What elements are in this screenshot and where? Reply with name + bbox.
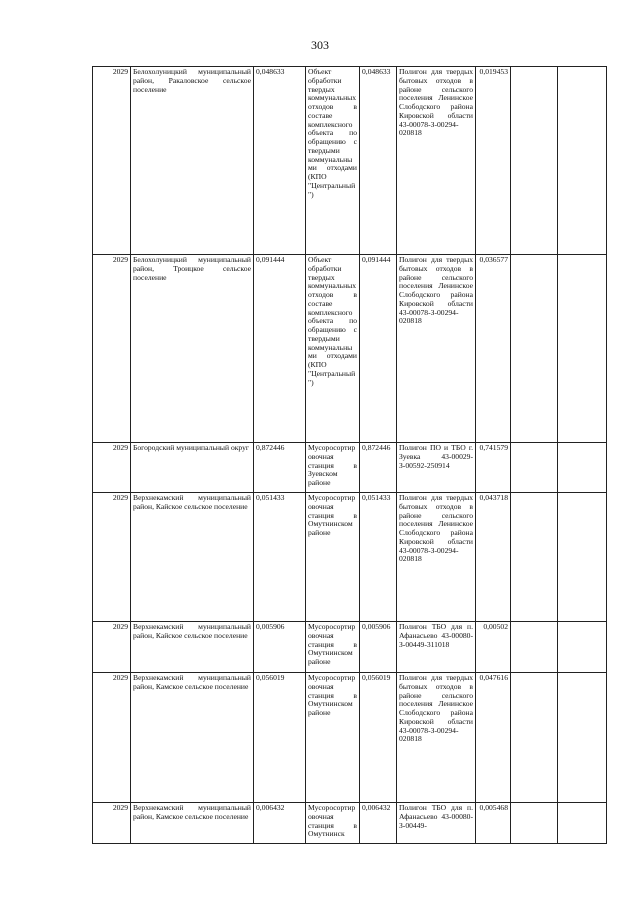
destination-cell: Полигон ПО и ТБО г. Зуевка 43-00029-З-00592-250914 bbox=[397, 443, 476, 493]
year-cell: 2029 bbox=[93, 622, 131, 673]
empty-cell bbox=[511, 255, 558, 443]
processed-mass-cell: 0,872446 bbox=[360, 443, 397, 493]
mass-cell: 0,872446 bbox=[254, 443, 306, 493]
facility-cell: Мусоросортировочная станция в Омутнинском районе bbox=[306, 622, 360, 673]
page-number: 303 bbox=[311, 38, 329, 52]
destination-cell: Полигон для твердых бытовых отходов в районе сельского поселения Ленинское Слободского района Кировской области 43-00078-З-00294-020818 bbox=[397, 255, 476, 443]
empty-cell bbox=[558, 67, 607, 255]
facility-cell: Мусоросортировочная станция в Омутнинском районе bbox=[306, 493, 360, 622]
empty-cell bbox=[511, 493, 558, 622]
processed-mass-cell: 0,056019 bbox=[360, 673, 397, 803]
facility-cell: Объект обработки твердых коммунальных отходов в составе комплексного объекта по обращению с твердыми коммунальными отходами (КПО "Центральный") bbox=[306, 67, 360, 255]
empty-cell bbox=[558, 673, 607, 803]
disposed-mass-cell: 0,741579 bbox=[476, 443, 511, 493]
empty-cell bbox=[511, 673, 558, 803]
empty-cell bbox=[558, 803, 607, 844]
table-row bbox=[93, 443, 607, 493]
municipality-cell: Верхнекамский муниципальный район, Кайское сельское поселение bbox=[131, 493, 254, 622]
disposed-mass-cell: 0,047616 bbox=[476, 673, 511, 803]
municipality-cell: Белохолуницкий муниципальный район, Троицкое сельское поселение bbox=[131, 255, 254, 443]
destination-cell: Полигон ТБО для п. Афанасьево 43-00080-З-00449-311018 bbox=[397, 622, 476, 673]
processed-mass-cell: 0,048633 bbox=[360, 67, 397, 255]
disposed-mass-cell: 0,005468 bbox=[476, 803, 511, 844]
disposed-mass-cell: 0,043718 bbox=[476, 493, 511, 622]
year-cell: 2029 bbox=[93, 67, 131, 255]
destination-cell: Полигон ТБО для п. Афанасьево 43-00080-З-00449- bbox=[397, 803, 476, 844]
table-row bbox=[93, 493, 607, 622]
municipality-cell: Богородский муниципальный округ bbox=[131, 443, 254, 493]
processed-mass-cell: 0,091444 bbox=[360, 255, 397, 443]
facility-cell: Объект обработки твердых коммунальных отходов в составе комплексного объекта по обращению с твердыми коммунальными отходами (КПО "Центральный") bbox=[306, 255, 360, 443]
waste-flow-table bbox=[92, 66, 607, 844]
mass-cell: 0,056019 bbox=[254, 673, 306, 803]
processed-mass-cell: 0,006432 bbox=[360, 803, 397, 844]
empty-cell bbox=[558, 443, 607, 493]
disposed-mass-cell: 0,00502 bbox=[476, 622, 511, 673]
municipality-cell: Верхнекамский муниципальный район, Камское сельское поселение bbox=[131, 673, 254, 803]
year-cell: 2029 bbox=[93, 493, 131, 622]
mass-cell: 0,005906 bbox=[254, 622, 306, 673]
processed-mass-cell: 0,051433 bbox=[360, 493, 397, 622]
mass-cell: 0,051433 bbox=[254, 493, 306, 622]
table-row bbox=[93, 673, 607, 803]
municipality-cell: Верхнекамский муниципальный район, Камское сельское поселение bbox=[131, 803, 254, 844]
disposed-mass-cell: 0,036577 bbox=[476, 255, 511, 443]
mass-cell: 0,091444 bbox=[254, 255, 306, 443]
table-row bbox=[93, 255, 607, 443]
facility-cell: Мусоросортировочная станция в Омутнинск bbox=[306, 803, 360, 844]
mass-cell: 0,048633 bbox=[254, 67, 306, 255]
year-cell: 2029 bbox=[93, 673, 131, 803]
facility-cell: Мусоросортировочная станция в Зуевском районе bbox=[306, 443, 360, 493]
year-cell: 2029 bbox=[93, 803, 131, 844]
facility-cell: Мусоросортировочная станция в Омутнинском районе bbox=[306, 673, 360, 803]
mass-cell: 0,006432 bbox=[254, 803, 306, 844]
municipality-cell: Белохолуницкий муниципальный район, Ракаловское сельское поселение bbox=[131, 67, 254, 255]
empty-cell bbox=[511, 622, 558, 673]
table-row bbox=[93, 67, 607, 255]
destination-cell: Полигон для твердых бытовых отходов в районе сельского поселения Ленинское Слободского района Кировской области 43-00078-З-00294-020818 bbox=[397, 673, 476, 803]
table-row bbox=[93, 622, 607, 673]
empty-cell bbox=[558, 255, 607, 443]
table-row bbox=[93, 803, 607, 844]
destination-cell: Полигон для твердых бытовых отходов в районе сельского поселения Ленинское Слободского района Кировской области 43-00078-З-00294-020818 bbox=[397, 493, 476, 622]
empty-cell bbox=[511, 67, 558, 255]
year-cell: 2029 bbox=[93, 443, 131, 493]
disposed-mass-cell: 0,019453 bbox=[476, 67, 511, 255]
municipality-cell: Верхнекамский муниципальный район, Кайское сельское поселение bbox=[131, 622, 254, 673]
empty-cell bbox=[558, 493, 607, 622]
empty-cell bbox=[511, 443, 558, 493]
empty-cell bbox=[558, 622, 607, 673]
processed-mass-cell: 0,005906 bbox=[360, 622, 397, 673]
year-cell: 2029 bbox=[93, 255, 131, 443]
destination-cell: Полигон для твердых бытовых отходов в районе сельского поселения Ленинское Слободского района Кировской области 43-00078-З-00294-020818 bbox=[397, 67, 476, 255]
empty-cell bbox=[511, 803, 558, 844]
